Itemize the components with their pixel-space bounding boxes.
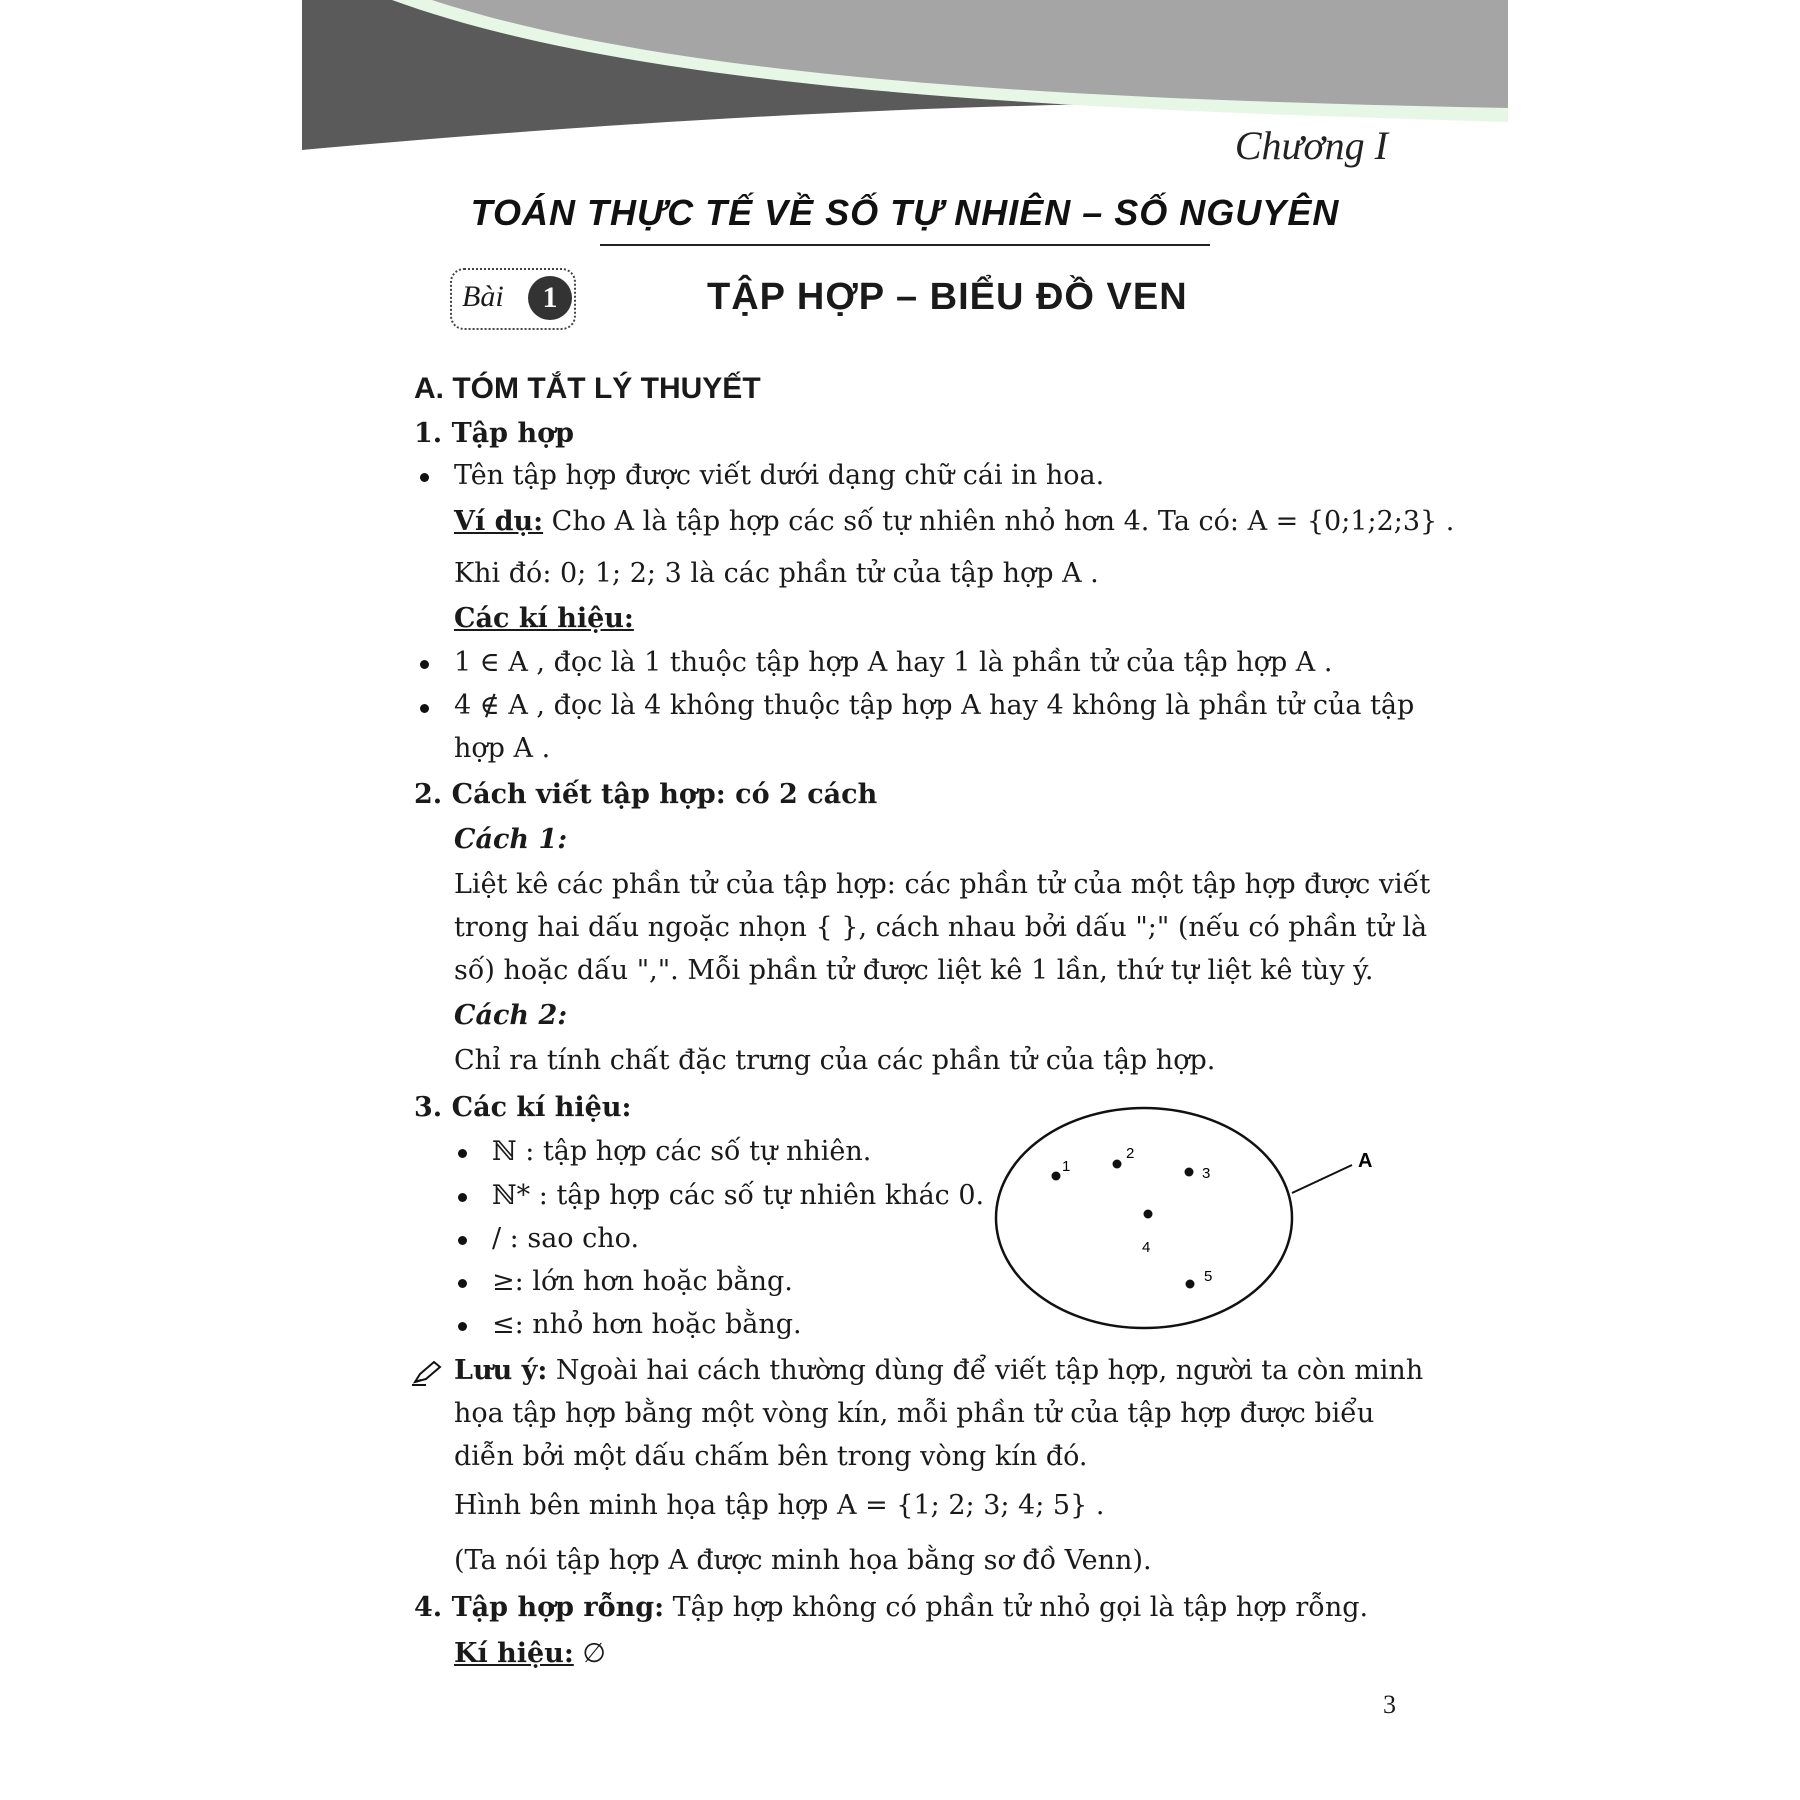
cach-2-line-1: Chỉ ra tính chất đặc trưng của các phần tử của tập hợp. — [454, 1045, 1216, 1076]
chapter-label: Chương I — [1234, 123, 1388, 168]
empty-set-symbol: ∅ — [573, 1638, 606, 1669]
bullet — [458, 1322, 467, 1331]
pencil-icon — [412, 1360, 442, 1386]
book-title: TOÁN THỰC TẾ VỀ SỐ TỰ NHIÊN – SỐ NGUYÊN — [470, 192, 1340, 233]
cach-2-label: Cách 2: — [454, 1000, 568, 1031]
symbol-item: ℕ* : tập hợp các số tự nhiên khác 0. — [492, 1180, 985, 1211]
bullet — [458, 1193, 467, 1202]
symbol-in: 1 ∈ A , đọc là 1 thuộc tập hợp A hay 1 là phần tử của tập hợp A . — [454, 647, 1333, 678]
venn-point-1 — [1052, 1172, 1061, 1181]
lesson-badge — [450, 268, 576, 330]
symbols-label: Các kí hiệu: — [454, 603, 634, 634]
lesson-badge-label: Bài — [462, 280, 504, 313]
section-3-heading: 3. Các kí hiệu: — [414, 1092, 632, 1123]
title-underline — [600, 244, 1210, 246]
symbol-not-in-cont: hợp A . — [454, 733, 551, 764]
venn-point-label: 5 — [1204, 1268, 1213, 1285]
textbook-page — [302, 0, 1508, 1800]
lesson-title: TẬP HỢP – BIỂU ĐỒ VEN — [707, 276, 1188, 318]
venn-point-label: 3 — [1202, 1165, 1211, 1182]
bullet — [458, 1149, 467, 1158]
symbol-item: / : sao cho. — [492, 1223, 640, 1254]
section-1-heading: 1. Tập hợp — [414, 418, 574, 449]
venn-point-label: 4 — [1142, 1239, 1151, 1256]
symbol-not-in: 4 ∉ A , đọc là 4 không thuộc tập hợp A hay 4 không là phần tử của tập — [454, 690, 1415, 721]
venn-diagram — [992, 1100, 1412, 1340]
section-4-heading: 4. Tập hợp rỗng: — [414, 1592, 665, 1623]
venn-point-label: 2 — [1126, 1145, 1135, 1162]
bullet — [420, 660, 429, 669]
venn-point-label: 1 — [1062, 1158, 1071, 1175]
note-line-2: họa tập hợp bằng một vòng kín, mỗi phần tử của tập hợp được biểu — [454, 1398, 1375, 1429]
bullet — [458, 1279, 467, 1288]
bullet — [420, 704, 429, 713]
venn-ellipse — [996, 1108, 1292, 1328]
cach-1-line-1: Liệt kê các phần tử của tập hợp: các phần tử của một tập hợp được viết — [454, 869, 1431, 900]
venn-set-label: A — [1358, 1150, 1373, 1172]
page-number: 3 — [1383, 1690, 1396, 1719]
cach-1-line-2: trong hai dấu ngoặc nhọn { }, cách nhau bởi dấu ";" (nếu có phần tử là — [454, 912, 1428, 943]
symbol-item: ≤: nhỏ hơn hoặc bằng. — [492, 1309, 802, 1340]
lesson-number: 1 — [528, 276, 572, 320]
note-label: Lưu ý: — [454, 1355, 548, 1386]
s1-bullet-1: Tên tập hợp được viết dưới dạng chữ cái in hoa. — [454, 460, 1105, 491]
note-line-5: (Ta nói tập hợp A được minh họa bằng sơ đồ Venn). — [454, 1545, 1152, 1576]
symbol-item: ≥: lớn hơn hoặc bằng. — [492, 1266, 793, 1297]
example-text: Cho A là tập hợp các số tự nhiên nhỏ hơn 4. Ta có: A = {0;1;2;3} . — [543, 506, 1455, 537]
venn-label-line — [1292, 1165, 1352, 1193]
khi-do-text: Khi đó: 0; 1; 2; 3 là các phần tử của tập hợp A . — [454, 558, 1099, 589]
symbol-item: ℕ : tập hợp các số tự nhiên. — [492, 1136, 872, 1167]
section-a-heading: A. TÓM TẮT LÝ THUYẾT — [414, 372, 761, 405]
note-line-1: Ngoài hai cách thường dùng để viết tập hợp, người ta còn minh — [547, 1355, 1424, 1386]
cach-1-line-3: số) hoặc dấu ",". Mỗi phần tử được liệt kê 1 lần, thứ tự liệt kê tùy ý. — [454, 955, 1374, 986]
example-label: Ví dụ: — [454, 506, 544, 537]
note-line-3: diễn bởi một dấu chấm bên trong vòng kín đó. — [454, 1441, 1088, 1472]
venn-point-4 — [1144, 1210, 1153, 1219]
venn-point-3 — [1185, 1168, 1194, 1177]
section-4-text: Tập hợp không có phần tử nhỏ gọi là tập hợp rỗng. — [664, 1592, 1369, 1623]
venn-point-5 — [1186, 1280, 1195, 1289]
kihieu-label: Kí hiệu: — [454, 1638, 574, 1669]
section-2-heading: 2. Cách viết tập hợp: có 2 cách — [414, 779, 878, 810]
cach-1-label: Cách 1: — [454, 824, 568, 855]
bullet — [458, 1236, 467, 1245]
venn-point-2 — [1113, 1160, 1122, 1169]
bullet — [420, 473, 429, 482]
note-line-4: Hình bên minh họa tập hợp A = {1; 2; 3; 4; 5} . — [454, 1490, 1105, 1521]
